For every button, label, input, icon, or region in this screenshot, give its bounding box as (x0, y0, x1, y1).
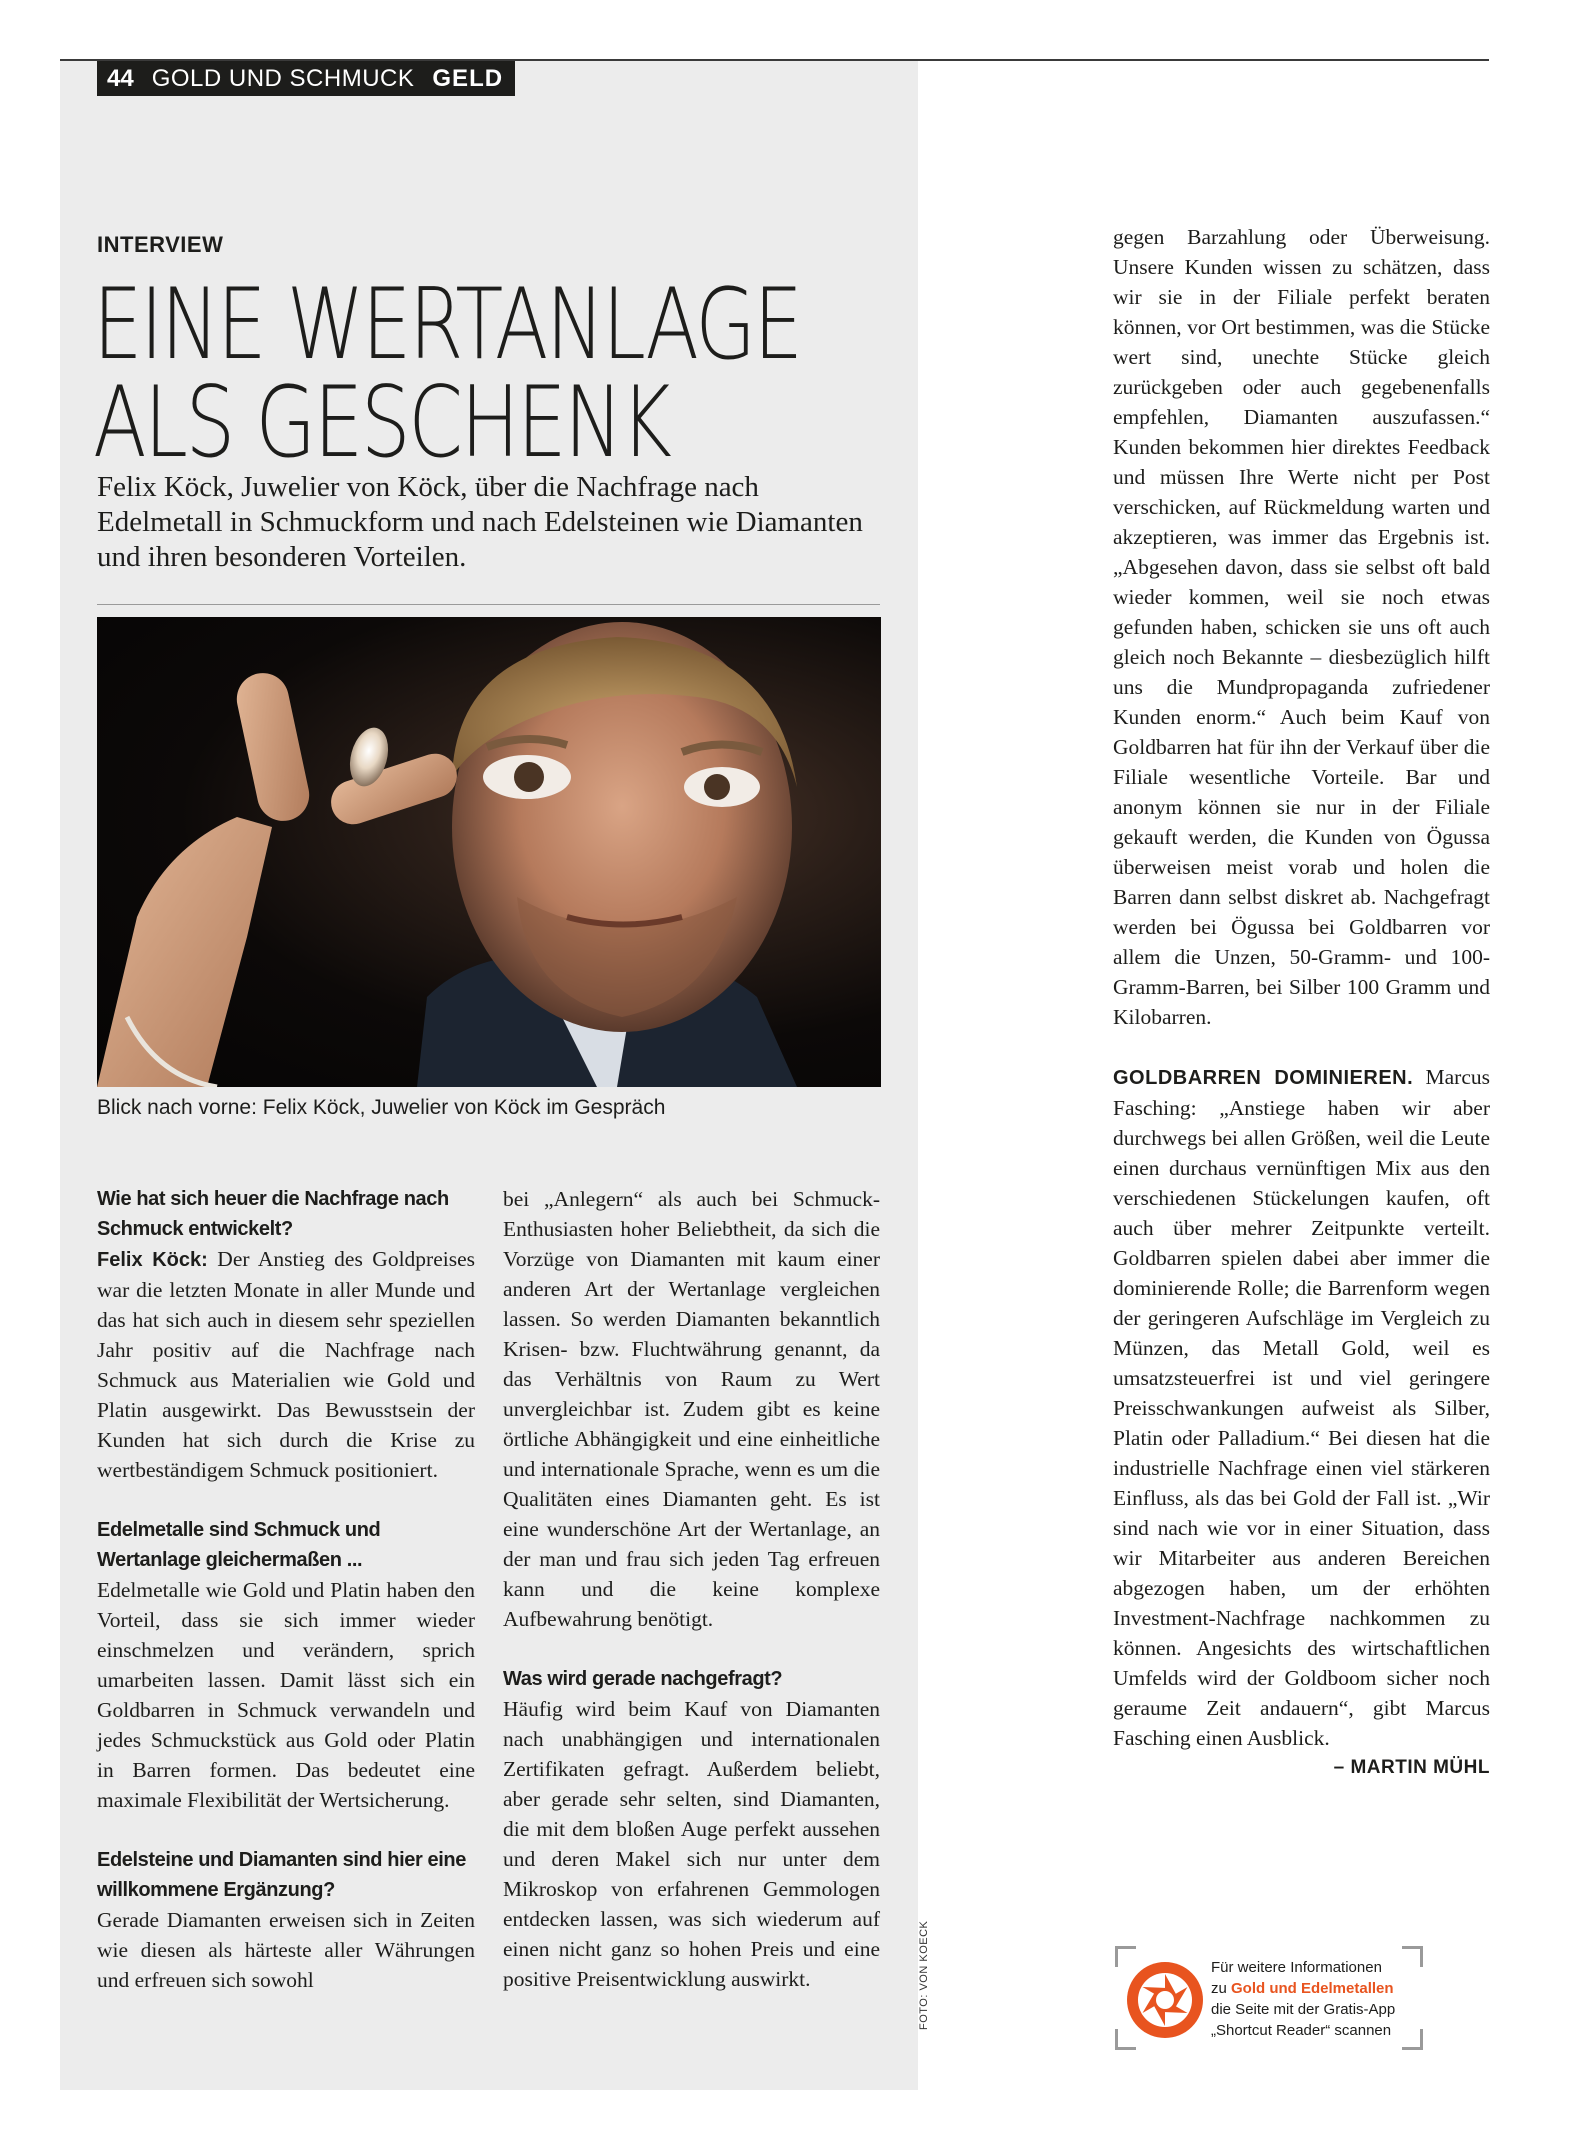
article-headline (93, 268, 801, 480)
speaker-label: Felix Köck: (97, 1249, 208, 1271)
answer-1: Der Anstieg des Goldpreises war die letzten Monate in aller Munde und das hat sich auch in diesem sehr speziellen Jahr positiv auf die Nachfrage nach Schmuck aus Materialien wie Gold und Platin ausgewirkt. Das Bewusstsein der Kunden hat sich durch die Krise zu wertbeständigem Schmuck positioniert. (97, 1247, 476, 1482)
lead-divider (97, 604, 880, 605)
answer-4: Häufig wird beim Kauf von Diamanten nach unabhängigen und internationalen Zertifikaten gefragt. Außerdem beliebt, aber gerade sehr selten, sind Diamanten, die mit dem bloßen Auge perfekt aussehen und deren Makel sich nur unter dem Mikroskop von erfahrenen Gemmologen entdecken lassen, was sich wiederum auf einen nicht ganz so hohen Preis und eine positive Preisentwicklung auswirkt. (503, 1697, 880, 1991)
question-1: Wie hat sich heuer die Nachfrage nach Schmuck entwickelt? (97, 1188, 449, 1240)
side-text-1: gegen Barzahlung oder Überweisung. Unsere Kunden wissen zu schätzen, dass wir sie in der Filiale perfekt beraten können, vor Ort bestimmen, was die Stücke wert sind, unechte Stücke gleich zurückgeben oder auch gegebenenfalls empfehlen, Diamanten auszufassen.“ Kunden bekommen hier direktes Feedback und müssen Ihre Werte nicht per Post verschicken, auf Rückmeldung warten und akzeptieren, was immer das Ergebnis ist. „Abgesehen davon, dass sie selbst oft bald wieder kommen, weil sie noch etwas gefunden haben, schicken sie uns oft auch gleich noch Bekannte – diesbezüglich hilft uns die Mundpropaganda zufriedener Kunden enorm.“ Auch beim Kauf von Goldbarren hat für ihn der Verkauf über die Filiale wesentliche Vorteile. Bar und anonym können sie nur in der Filiale gekauft werden, die Kunden von Ögussa überweisen meist vorab und holen die Barren dann selbst diskret ab. Nachgefragt werden bei Ögussa bei Goldbarren vor allem die Unzen, 50-Gramm- und 100-Gramm-Barren, bei Silber 100 Gramm und Kilobarren. (1113, 225, 1490, 1029)
category-label: GELD (432, 64, 504, 92)
portrait-illustration (97, 617, 881, 1087)
question-4: Was wird gerade nachgefragt? (503, 1668, 783, 1690)
answer-3-part-1: Gerade Diamanten erweisen sich in Zeiten wie diesen als härteste aller Währungen und erfreuen sich sowohl (97, 1908, 475, 1992)
question-2: Edelmetalle sind Schmuck und Wertanlage gleichermaßen ... (97, 1519, 381, 1571)
camera-shutter-icon[interactable] (1125, 1960, 1205, 2040)
side-subhead: GOLDBARREN DOMINIEREN. (1113, 1067, 1414, 1089)
question-3: Edelsteine und Diamanten sind hier eine willkommene Ergänzung? (97, 1849, 466, 1901)
photo-caption: Blick nach vorne: Felix Köck, Juwelier von Köck im Gespräch (97, 1096, 666, 1119)
answer-3-part-2: bei „Anlegern“ als auch bei Schmuck-Enthusiasten hoher Beliebtheit, da sich die Vorzüge von Diamanten mit kaum einer anderen Art der Wertanlage vergleichen lassen. So werden Diamanten bekanntlich Krisen- bzw. Fluchtwährung genannt, da das Verhältnis von Raum zu Wert unvergleichbar ist. Zudem gibt es keine örtliche Abhängigkeit und eine einheitliche und internationale Sprache, wenn es um die Qualitäten eines Diamanten geht. Es ist eine wunderschöne Art der Wertanlage, an der man und frau sich jeden Tag erfreuen kann und die keine komplexe Aufbewahrung benötigt. (503, 1187, 880, 1631)
article-kicker: INTERVIEW (97, 232, 224, 257)
side-text-2: Marcus Fasching: „Anstiege haben wir aber durchwegs bei allen Größen, weil die Leute einen durchaus vernünftigen Mix aus den verschiedenen Stückelungen kaufen, oft auch über mehrer Zeitpunkte verteilt. Goldbarren spielen dabei aber immer die dominierende Rolle; die Barrenform wegen der geringeren Aufschläge im Vergleich zu Münzen, das Metall Gold, weil es umsatzsteuerfrei ist und viel geringere Preisschwankungen aufweist als Silber, Platin oder Palladium.“ Bei diesen hat die industrielle Nachfrage einen viel stärkeren Einfluss, als das bei Gold der Fall ist. „Wir sind nach wie vor in einer Situation, dass wir Mitarbeiter aus anderen Bereichen abgezogen haben, um der erhöhten Investment-Nachfrage nachkommen zu können. Angesichts des wirtschaftlichen Umfelds wird der Goldboom sicher noch geraume Zeit andauern“, gibt Marcus Fasching einen Ausblick. (1113, 1065, 1490, 1750)
page-header (97, 61, 515, 96)
side-column (1113, 222, 1490, 1783)
section-title: GOLD UND SCHMUCK (151, 64, 415, 92)
answer-2: Edelmetalle wie Gold und Platin haben den Vorteil, dass sie sich immer wieder einschmelzen und verändern, sprich umarbeiten lassen. Damit lässt sich ein Goldbarren in Schmuck verwandeln und jedes Schmuckstück aus Gold oder Platin in Barren formen. Das bedeutet eine maximale Flexibilität der Wertsicherung. (97, 1578, 475, 1812)
page-number: 44 (107, 64, 134, 92)
shortcut-reader-topic: Gold und Edelmetallen (1231, 1980, 1394, 1997)
portrait-photo (97, 617, 881, 1087)
headline-line-1: EINE WERTANLAGE (93, 268, 801, 382)
interview-column-2 (503, 1184, 880, 1994)
author-byline: – MARTIN MÜHL (1333, 1757, 1490, 1778)
headline-line-2: ALS GESCHENK (93, 366, 670, 480)
shortcut-reader-text: Für weitere Informationen zu Gold und Edelmetallen die Seite mit der Gratis-App „Shortcut Reader“ scannen (1211, 1959, 1396, 2039)
interview-column-1 (97, 1184, 475, 1995)
article-lead: Felix Köck, Juwelier von Köck, über die Nachfrage nach Edelmetall in Schmuckform und nach Edelsteinen wie Diamanten und ihren besonderen Vorteilen. (97, 471, 863, 573)
shortcut-reader-box[interactable] (1115, 1946, 1423, 2050)
photo-credit: FOTO: VON KOECK (918, 1920, 930, 2030)
